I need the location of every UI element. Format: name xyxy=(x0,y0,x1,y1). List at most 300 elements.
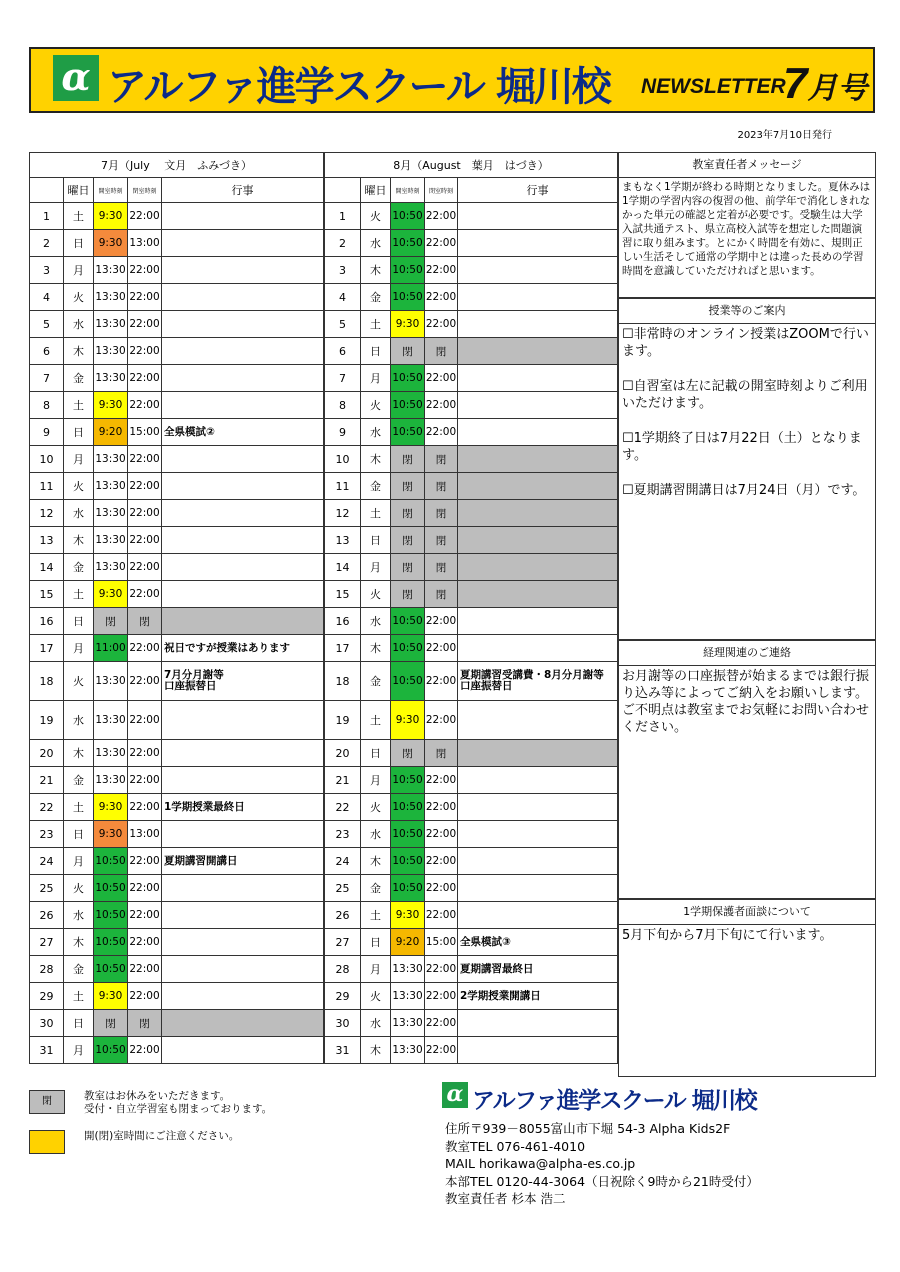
calendar-row xyxy=(30,635,324,662)
open-time: 9:30 xyxy=(94,983,128,1010)
close-time: 22:00 xyxy=(425,392,458,419)
calendar-row xyxy=(30,365,324,392)
day-number: 28 xyxy=(30,956,64,983)
open-time: 9:30 xyxy=(94,392,128,419)
close-time: 22:00 xyxy=(128,338,162,365)
open-time: 10:50 xyxy=(391,662,425,701)
calendar-row xyxy=(30,230,324,257)
event xyxy=(458,392,618,419)
event xyxy=(458,875,618,902)
calendar-row xyxy=(325,956,618,983)
day-number: 18 xyxy=(30,662,64,701)
day-number: 2 xyxy=(325,230,361,257)
close-time: 22:00 xyxy=(128,473,162,500)
open-time: 9:30 xyxy=(94,794,128,821)
event: 1学期授業最終日 xyxy=(162,794,324,821)
close-time: 22:00 xyxy=(425,956,458,983)
calendar-row xyxy=(325,929,618,956)
event xyxy=(458,365,618,392)
open-time: 10:50 xyxy=(391,635,425,662)
day-of-week: 日 xyxy=(64,1010,94,1037)
event xyxy=(458,230,618,257)
open-time: 閉 xyxy=(391,338,425,365)
day-number: 20 xyxy=(325,740,361,767)
event: 全県模試② xyxy=(162,419,324,446)
day-of-week: 月 xyxy=(64,446,94,473)
day-of-week: 木 xyxy=(361,257,391,284)
calendar-row xyxy=(325,338,618,365)
event xyxy=(162,875,324,902)
day-of-week: 月 xyxy=(361,767,391,794)
close-time: 22:00 xyxy=(128,284,162,311)
day-of-week: 水 xyxy=(361,230,391,257)
close-time: 22:00 xyxy=(128,527,162,554)
day-of-week: 水 xyxy=(361,608,391,635)
open-time: 13:30 xyxy=(391,1010,425,1037)
day-of-week: 水 xyxy=(361,821,391,848)
calendar-row xyxy=(325,446,618,473)
col-event: 行事 xyxy=(162,178,324,203)
calendar-row xyxy=(325,284,618,311)
open-time: 13:30 xyxy=(94,500,128,527)
calendar-row xyxy=(30,284,324,311)
calendar-july xyxy=(29,152,324,1064)
close-time: 閉 xyxy=(128,1010,162,1037)
day-of-week: 金 xyxy=(361,875,391,902)
day-of-week: 金 xyxy=(64,365,94,392)
day-of-week: 土 xyxy=(361,701,391,740)
day-of-week: 木 xyxy=(64,338,94,365)
event xyxy=(458,701,618,740)
day-of-week: 日 xyxy=(361,740,391,767)
event xyxy=(162,500,324,527)
col-open: 開室時刻 xyxy=(391,178,425,203)
calendar-row xyxy=(325,257,618,284)
calendar-row xyxy=(30,794,324,821)
close-time: 22:00 xyxy=(128,365,162,392)
legend-closed-text xyxy=(84,1090,272,1116)
calendar-row xyxy=(30,527,324,554)
footer-email[interactable]: MAIL horikawa@alpha-es.co.jp xyxy=(445,1156,636,1171)
calendar-row xyxy=(325,365,618,392)
day-number: 20 xyxy=(30,740,64,767)
open-time: 13:30 xyxy=(94,662,128,701)
close-time: 22:00 xyxy=(128,875,162,902)
open-time: 13:30 xyxy=(94,740,128,767)
day-of-week: 水 xyxy=(64,701,94,740)
footer-contact xyxy=(445,1120,759,1208)
open-time: 13:30 xyxy=(94,311,128,338)
close-time: 22:00 xyxy=(128,983,162,1010)
event xyxy=(162,338,324,365)
day-of-week: 火 xyxy=(361,983,391,1010)
close-time: 22:00 xyxy=(128,794,162,821)
event xyxy=(458,635,618,662)
close-time: 22:00 xyxy=(425,608,458,635)
day-of-week: 水 xyxy=(64,500,94,527)
day-of-week: 日 xyxy=(64,230,94,257)
info-item: ☐夏期講習開講日は7月24日（月）です。 xyxy=(622,483,866,498)
issue-month-number: 7 xyxy=(783,59,808,108)
panel-title: 経理関連のご連絡 xyxy=(619,641,875,666)
open-time: 10:50 xyxy=(391,767,425,794)
open-time: 閉 xyxy=(391,554,425,581)
close-time: 22:00 xyxy=(425,311,458,338)
event xyxy=(162,1037,324,1064)
day-number: 21 xyxy=(30,767,64,794)
calendar-row xyxy=(30,257,324,284)
close-time: 22:00 xyxy=(128,446,162,473)
day-number: 7 xyxy=(325,365,361,392)
day-of-week: 土 xyxy=(64,794,94,821)
open-time: 9:30 xyxy=(391,902,425,929)
col-day xyxy=(30,178,64,203)
day-of-week: 金 xyxy=(64,767,94,794)
open-time: 10:50 xyxy=(391,203,425,230)
panel-body: お月謝等の口座振替が始まるまでは銀行振り込み等によってご納入をお願いします。ご不明点は教室までお気軽にお問い合わせください。 xyxy=(622,669,870,735)
calendar-row xyxy=(325,902,618,929)
event: 7月分月謝等 口座振替日 xyxy=(162,662,324,701)
open-time: 10:50 xyxy=(94,902,128,929)
event xyxy=(162,902,324,929)
calendar-row xyxy=(30,473,324,500)
event xyxy=(162,767,324,794)
day-of-week: 火 xyxy=(361,581,391,608)
event xyxy=(162,203,324,230)
col-day xyxy=(325,178,361,203)
close-time: 22:00 xyxy=(128,203,162,230)
close-time: 22:00 xyxy=(425,902,458,929)
day-of-week: 金 xyxy=(361,662,391,701)
open-time: 13:30 xyxy=(391,983,425,1010)
open-time: 10:50 xyxy=(391,821,425,848)
open-time: 13:30 xyxy=(94,527,128,554)
day-of-week: 木 xyxy=(361,446,391,473)
close-time: 22:00 xyxy=(425,875,458,902)
calendar-row xyxy=(30,608,324,635)
calendar-row xyxy=(30,875,324,902)
event xyxy=(162,740,324,767)
day-of-week: 土 xyxy=(361,311,391,338)
event xyxy=(162,554,324,581)
calendar-row xyxy=(325,203,618,230)
event xyxy=(458,902,618,929)
day-number: 14 xyxy=(30,554,64,581)
open-time: 10:50 xyxy=(391,419,425,446)
day-of-week: 火 xyxy=(361,203,391,230)
class-info-panel xyxy=(618,298,876,640)
event xyxy=(162,956,324,983)
close-time: 15:00 xyxy=(128,419,162,446)
calendar-row xyxy=(325,848,618,875)
day-of-week: 土 xyxy=(64,983,94,1010)
day-number: 18 xyxy=(325,662,361,701)
day-of-week: 土 xyxy=(361,902,391,929)
day-number: 11 xyxy=(325,473,361,500)
calendar-row xyxy=(325,608,618,635)
event xyxy=(458,473,618,500)
day-of-week: 月 xyxy=(361,554,391,581)
event: 全県模試③ xyxy=(458,929,618,956)
open-time: 10:50 xyxy=(391,284,425,311)
day-number: 23 xyxy=(325,821,361,848)
legend-caution-swatch xyxy=(29,1130,65,1154)
event: 夏期講習最終日 xyxy=(458,956,618,983)
calendar-row xyxy=(30,902,324,929)
open-time: 13:30 xyxy=(391,956,425,983)
day-of-week: 金 xyxy=(361,284,391,311)
open-time: 13:30 xyxy=(391,1037,425,1064)
calendar-row xyxy=(325,581,618,608)
issue-month xyxy=(783,59,867,109)
event xyxy=(458,848,618,875)
day-number: 25 xyxy=(325,875,361,902)
day-of-week: 火 xyxy=(64,875,94,902)
panel-body xyxy=(619,324,875,519)
open-time: 閉 xyxy=(94,608,128,635)
event xyxy=(162,701,324,740)
day-number: 5 xyxy=(30,311,64,338)
calendar-row xyxy=(30,500,324,527)
day-number: 25 xyxy=(30,875,64,902)
close-time: 22:00 xyxy=(128,311,162,338)
event xyxy=(458,1037,618,1064)
close-time: 22:00 xyxy=(128,956,162,983)
open-time: 9:30 xyxy=(94,203,128,230)
event: 夏期講習受講費・8月分月謝等 口座振替日 xyxy=(458,662,618,701)
event xyxy=(162,821,324,848)
day-number: 3 xyxy=(30,257,64,284)
close-time: 22:00 xyxy=(128,662,162,701)
panel-title: 1学期保護者面談について xyxy=(619,900,875,925)
calendar-row xyxy=(30,956,324,983)
open-time: 10:50 xyxy=(94,929,128,956)
open-time: 10:50 xyxy=(391,365,425,392)
day-number: 30 xyxy=(325,1010,361,1037)
col-close: 閉室時刻 xyxy=(425,178,458,203)
day-number: 29 xyxy=(325,983,361,1010)
day-number: 4 xyxy=(30,284,64,311)
day-of-week: 土 xyxy=(361,500,391,527)
day-number: 11 xyxy=(30,473,64,500)
close-time: 22:00 xyxy=(425,848,458,875)
panel-body: 5月下旬から7月下旬にて行います。 xyxy=(622,928,833,943)
event xyxy=(458,527,618,554)
alpha-logo-icon: α xyxy=(442,1082,468,1108)
day-number: 6 xyxy=(30,338,64,365)
open-time: 9:30 xyxy=(94,821,128,848)
close-time: 22:00 xyxy=(128,581,162,608)
close-time: 22:00 xyxy=(128,635,162,662)
col-open: 開室時刻 xyxy=(94,178,128,203)
event xyxy=(458,794,618,821)
event xyxy=(162,581,324,608)
info-item: ☐自習室は左に記載の開室時刻よりご利用いただけます。 xyxy=(622,379,868,411)
day-number: 22 xyxy=(30,794,64,821)
close-time: 22:00 xyxy=(425,257,458,284)
calendar-row xyxy=(30,662,324,701)
day-number: 12 xyxy=(325,500,361,527)
day-number: 31 xyxy=(30,1037,64,1064)
day-of-week: 月 xyxy=(361,956,391,983)
day-number: 5 xyxy=(325,311,361,338)
open-time: 13:30 xyxy=(94,446,128,473)
day-number: 19 xyxy=(30,701,64,740)
open-time: 10:50 xyxy=(94,848,128,875)
calendar-row xyxy=(325,500,618,527)
close-time: 22:00 xyxy=(425,365,458,392)
event: 祝日ですが授業はあります xyxy=(162,635,324,662)
day-of-week: 水 xyxy=(64,902,94,929)
open-time: 10:50 xyxy=(94,956,128,983)
close-time: 22:00 xyxy=(425,419,458,446)
calendar-row xyxy=(325,821,618,848)
day-number: 26 xyxy=(30,902,64,929)
day-number: 27 xyxy=(325,929,361,956)
day-of-week: 月 xyxy=(64,848,94,875)
calendar-row xyxy=(325,419,618,446)
close-time: 閉 xyxy=(128,608,162,635)
close-time: 閉 xyxy=(425,581,458,608)
close-time: 22:00 xyxy=(128,500,162,527)
calendar-row xyxy=(325,701,618,740)
day-number: 1 xyxy=(30,203,64,230)
event xyxy=(162,983,324,1010)
calendar-row xyxy=(30,767,324,794)
info-item: ☐非常時のオンライン授業はZOOMで行います。 xyxy=(622,327,869,359)
legend-closed-swatch: 閉 xyxy=(29,1090,65,1114)
day-number: 9 xyxy=(30,419,64,446)
day-of-week: 木 xyxy=(64,740,94,767)
legend-closed-line: 受付・自立学習室も閉まっております。 xyxy=(84,1103,273,1115)
event xyxy=(458,203,618,230)
close-time: 22:00 xyxy=(425,230,458,257)
event xyxy=(162,392,324,419)
calendar-row xyxy=(325,983,618,1010)
day-of-week: 日 xyxy=(361,929,391,956)
newsletter-label: NEWSLETTER xyxy=(641,75,786,98)
col-dow: 曜日 xyxy=(64,178,94,203)
col-dow: 曜日 xyxy=(361,178,391,203)
close-time: 閉 xyxy=(425,554,458,581)
open-time: 13:30 xyxy=(94,701,128,740)
event xyxy=(458,581,618,608)
open-time: 10:50 xyxy=(391,608,425,635)
close-time: 22:00 xyxy=(425,635,458,662)
day-of-week: 土 xyxy=(64,392,94,419)
open-time: 13:30 xyxy=(94,338,128,365)
issue-date: 2023年7月10日発行 xyxy=(737,130,832,141)
calendar-row xyxy=(30,554,324,581)
open-time: 13:30 xyxy=(94,365,128,392)
day-number: 23 xyxy=(30,821,64,848)
close-time: 13:00 xyxy=(128,230,162,257)
day-number: 10 xyxy=(325,446,361,473)
event xyxy=(458,446,618,473)
day-number: 7 xyxy=(30,365,64,392)
calendar-row xyxy=(325,554,618,581)
day-number: 1 xyxy=(325,203,361,230)
day-number: 26 xyxy=(325,902,361,929)
day-number: 17 xyxy=(325,635,361,662)
day-of-week: 水 xyxy=(361,1010,391,1037)
open-time: 9:20 xyxy=(94,419,128,446)
open-time: 9:30 xyxy=(94,581,128,608)
open-time: 10:50 xyxy=(391,875,425,902)
day-number: 17 xyxy=(30,635,64,662)
close-time: 閉 xyxy=(425,473,458,500)
close-time: 22:00 xyxy=(128,902,162,929)
day-number: 4 xyxy=(325,284,361,311)
open-time: 10:50 xyxy=(391,257,425,284)
day-of-week: 金 xyxy=(361,473,391,500)
calendar-title: 8月（August 葉月 はづき） xyxy=(325,153,618,178)
close-time: 22:00 xyxy=(128,848,162,875)
col-event: 行事 xyxy=(458,178,618,203)
event xyxy=(458,419,618,446)
day-of-week: 月 xyxy=(64,1037,94,1064)
close-time: 22:00 xyxy=(425,794,458,821)
calendar-row xyxy=(30,1010,324,1037)
close-time: 22:00 xyxy=(128,1037,162,1064)
footer-hq-phone: 本部TEL 0120-44-3064（日祝除く9時から21時受付） xyxy=(445,1173,759,1189)
calendar-row xyxy=(325,1037,618,1064)
calendar-row xyxy=(30,392,324,419)
calendar-row xyxy=(325,473,618,500)
close-time: 22:00 xyxy=(128,740,162,767)
close-time: 閉 xyxy=(425,740,458,767)
day-of-week: 木 xyxy=(361,635,391,662)
day-of-week: 火 xyxy=(64,473,94,500)
day-number: 6 xyxy=(325,338,361,365)
day-number: 15 xyxy=(30,581,64,608)
close-time: 22:00 xyxy=(425,983,458,1010)
footer-school-name: アルファ進学スクール 堀川校 xyxy=(472,1088,757,1114)
open-time: 11:00 xyxy=(94,635,128,662)
day-number: 8 xyxy=(30,392,64,419)
day-of-week: 日 xyxy=(64,608,94,635)
footer-address: 住所〒939－8055富山市下堀 54-3 Alpha Kids2F xyxy=(445,1121,731,1136)
close-time: 22:00 xyxy=(425,1037,458,1064)
day-of-week: 日 xyxy=(64,821,94,848)
day-number: 22 xyxy=(325,794,361,821)
newsletter-header xyxy=(29,47,875,113)
calendar-row xyxy=(325,635,618,662)
footer-phone: 教室TEL 076-461-4010 xyxy=(445,1138,586,1154)
calendar-row xyxy=(30,848,324,875)
event xyxy=(458,311,618,338)
calendar-row xyxy=(30,1037,324,1064)
open-time: 10:50 xyxy=(391,230,425,257)
day-number: 16 xyxy=(325,608,361,635)
day-of-week: 水 xyxy=(64,311,94,338)
panel-title: 授業等のご案内 xyxy=(619,299,875,324)
event xyxy=(458,338,618,365)
legend-closed-line: 教室はお休みをいただきます。 xyxy=(84,1090,231,1102)
open-time: 9:20 xyxy=(391,929,425,956)
event xyxy=(162,446,324,473)
calendar-row xyxy=(325,662,618,701)
open-time: 閉 xyxy=(391,527,425,554)
event xyxy=(162,473,324,500)
open-time: 9:30 xyxy=(391,311,425,338)
manager-message-panel xyxy=(618,152,876,298)
calendar-row xyxy=(325,392,618,419)
day-number: 15 xyxy=(325,581,361,608)
event xyxy=(162,311,324,338)
calendar-row xyxy=(30,821,324,848)
day-number: 3 xyxy=(325,257,361,284)
